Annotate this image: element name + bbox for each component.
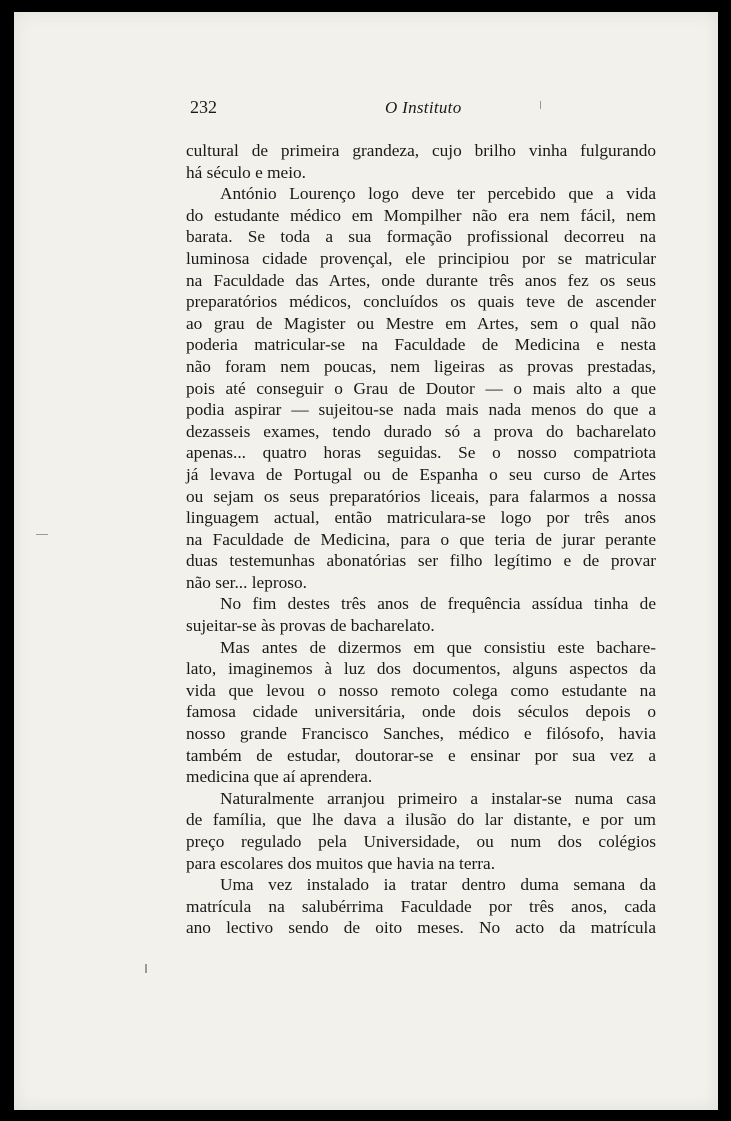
paper-speck <box>540 101 541 109</box>
text-line: linguagem actual, então matriculara-se logo por três anos <box>186 508 656 528</box>
text-line: duas testemunhas abonatórias ser filho legítimo e de provar <box>186 551 656 571</box>
text-line: do estudante médico em Mompilher não era nem fácil, nem <box>186 205 656 225</box>
text-line: não foram nem poucas, nem ligeiras as provas prestadas, <box>186 356 656 376</box>
text-line: não ser... leproso. <box>186 572 307 592</box>
text-line: há século e meio. <box>186 162 306 182</box>
text-line: António Lourenço logo deve ter percebido que a vida <box>220 184 656 204</box>
text-line: matrícula na salubérrima Faculdade por três anos, cada <box>186 896 656 916</box>
text-line: pois até conseguir o Grau de Doutor — o mais alto a que <box>186 378 656 398</box>
text-line: sujeitar-se às provas de bacharelato. <box>186 616 435 636</box>
text-line: barata. Se toda a sua formação profissional decorreu na <box>186 227 656 247</box>
text-line: nosso grande Francisco Sanches, médico e filósofo, havia <box>186 724 656 744</box>
text-line: apenas... quatro horas seguidas. Se o nosso compatriota <box>186 443 656 463</box>
text-line: lato, imaginemos à luz dos documentos, alguns aspectos da <box>186 659 656 679</box>
text-line: preço regulado pela Universidade, ou num dos colégios <box>186 832 656 851</box>
paper-speck <box>145 964 147 973</box>
text-line: poderia matricular-se na Faculdade de Medicina e nesta <box>186 335 656 355</box>
text-line: dezasseis exames, tendo durado só a prova do bacharelato <box>186 421 656 441</box>
text-line: na Faculdade de Medicina, para o que teria de jurar perante <box>186 529 656 549</box>
text-line: preparatórios médicos, concluídos os quais teve de ascender <box>186 292 656 312</box>
text-line: ao grau de Magister ou Mestre em Artes, sem o qual não <box>186 313 656 333</box>
text-line: Uma vez instalado ia tratar dentro duma semana da <box>220 875 656 895</box>
paper-speck <box>36 534 48 535</box>
text-line: Mas antes de dizermos em que consistiu este bachare- <box>220 637 656 657</box>
text-line: medicina que aí aprendera. <box>186 767 373 787</box>
text-line: para escolares dos muitos que havia na terra. <box>186 853 496 873</box>
text-line: famosa cidade universitária, onde dois séculos depois o <box>186 702 656 722</box>
text-line: luminosa cidade provençal, ele principiou por se matricular <box>186 248 656 268</box>
text-line: ano lectivo sendo de oito meses. No acto da matrícula <box>186 918 656 938</box>
text-line: cultural de primeira grandeza, cujo brilho vinha fulgurando <box>186 141 656 160</box>
running-title: O Instituto <box>385 98 462 117</box>
text-line: também de estudar, doutorar-se e ensinar por sua vez a <box>186 745 656 765</box>
body-text <box>186 140 656 939</box>
text-line: ou sejam os seus preparatórios liceais, para falarmos a nossa <box>186 486 656 506</box>
text-line: de família, que lhe dava a ilusão do lar distante, e por um <box>186 810 656 830</box>
text-line: na Faculdade das Artes, onde durante três anos fez os seus <box>186 270 656 290</box>
text-line: vida que levou o nosso remoto colega como estudante na <box>186 680 656 700</box>
book-page <box>14 12 718 1110</box>
text-line: No fim destes três anos de frequência assídua tinha de <box>220 594 656 614</box>
text-line: já levava de Portugal ou de Espanha o seu curso de Artes <box>186 464 656 484</box>
page-number: 232 <box>190 97 217 117</box>
text-line: podia aspirar — sujeitou-se nada mais nada menos do que a <box>186 400 656 420</box>
text-line: Naturalmente arranjou primeiro a instalar-se numa casa <box>220 788 656 808</box>
